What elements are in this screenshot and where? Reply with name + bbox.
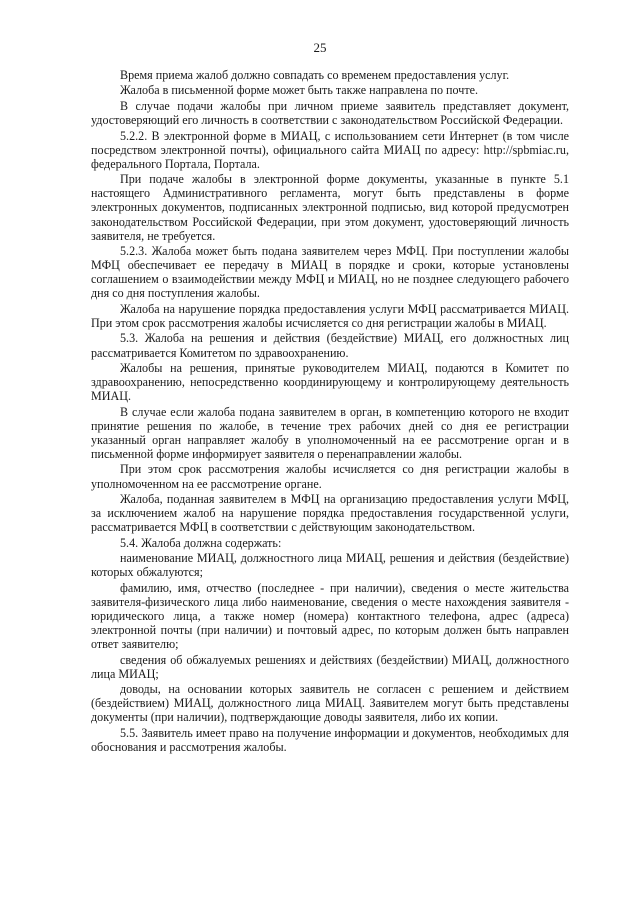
page-number: 25 xyxy=(313,40,327,55)
paragraph-personal-reception: В случае подачи жалобы при личном приеме заявитель представляет документ, удостоверяющий его личность в соответствии с законодательством Российской Федерации. xyxy=(91,98,569,128)
paragraph-complaint-time: Время приема жалоб должно совпадать со временем предоставления услуг. xyxy=(120,68,510,82)
paragraph-list-applicant: фамилию, имя, отчество (последнее - при наличии), сведения о месте жительства заявителя-физического лица либо наименование, сведения о месте нахождения заявителя - юридического лица, а также номер (номера) контактного телефона, адрес (адреса) электронной почты (при наличии) и почтовый адрес, по которым должен быть направлен ответ заявителю; xyxy=(91,580,569,652)
paragraph-5-4: 5.4. Жалоба должна содержать: xyxy=(120,535,282,550)
paragraph-mfc-complaint: Жалоба, поданная заявителем в МФЦ на организацию предоставления услуги МФЦ, за исключением жалоб на нарушение порядка предоставления государственной услуги, рассматривается МФЦ в соответствии с действующим законодательством. xyxy=(91,492,569,535)
paragraph-head-decisions: Жалобы на решения, принятые руководителем МИАЦ, подаются в Комитет по здравоохранению, непосредственно координирующему и контролирующему деятельность МИАЦ. xyxy=(91,361,569,404)
paragraph-5-5: 5.5. Заявитель имеет право на получение информации и документов, необходимых для обоснования и рассмотрения жалобы. xyxy=(91,725,569,754)
paragraph-list-name: наименование МИАЦ, должностного лица МИАЦ, решения и действия (бездействие) которых обжалуются; xyxy=(91,551,569,580)
paragraph-5-2-3: 5.2.3. Жалоба может быть подана заявителем через МФЦ. При поступлении жалобы МФЦ обеспечивает ее передачу в МИАЦ в порядке и сроки, которые установлены соглашением о взаимодействии между МФЦ и МИАЦ, но не позднее следующего рабочего дня со дня поступления жалобы. xyxy=(91,244,569,301)
paragraph-list-arguments: доводы, на основании которых заявитель не согласен с решением и действием (бездействием) МИАЦ, должностного лица МИАЦ. Заявителем могут быть представлены документы (при наличии), подтверждающие доводы заявителя, либо их копии. xyxy=(91,682,569,725)
document-body xyxy=(91,68,569,755)
paragraph-wrong-authority: В случае если жалоба подана заявителем в орган, в компетенцию которого не входит принятие решения по жалобе, в течение трех рабочих дней со дня ее регистрации указанный орган направляет жалобу в уполномоченный на ее рассмотрение орган и в письменной форме информирует заявителя о перенаправлении жалобы. xyxy=(91,404,569,461)
paragraph-complaint-mail: Жалоба в письменной форме может быть также направлена по почте. xyxy=(120,83,479,98)
paragraph-5-2-2: 5.2.2. В электронной форме в МИАЦ, с использованием сети Интернет (в том числе посредством электронной почты), официального сайта МИАЦ по адресу: http://spbmiac.ru, федерального Портала, Портала. xyxy=(91,128,569,171)
paragraph-mfc-violation: Жалоба на нарушение порядка предоставления услуги МФЦ рассматривается МИАЦ. При этом срок рассмотрения жалобы исчисляется со дня регистрации жалобы в МИАЦ. xyxy=(91,301,569,330)
paragraph-electronic-documents: При подаче жалобы в электронной форме документы, указанные в пункте 5.1 настоящего Административного регламента, могут быть представлены в форме электронных документов, подписанных электронной подписью, вид которой предусмотрен законодательством Российской Федерации, при этом документ, удостоверяющий личность заявителя, не требуется. xyxy=(91,172,569,243)
paragraph-list-decisions: сведения об обжалуемых решениях и действиях (бездействии) МИАЦ, должностного лица МИАЦ; xyxy=(91,652,569,681)
paragraph-review-term: При этом срок рассмотрения жалобы исчисляется со дня регистрации жалобы в уполномоченном на ее рассмотрение органе. xyxy=(91,462,569,491)
paragraph-5-3: 5.3. Жалоба на решения и действия (бездействие) МИАЦ, его должностных лиц рассматривается Комитетом по здравоохранению. xyxy=(91,331,569,360)
